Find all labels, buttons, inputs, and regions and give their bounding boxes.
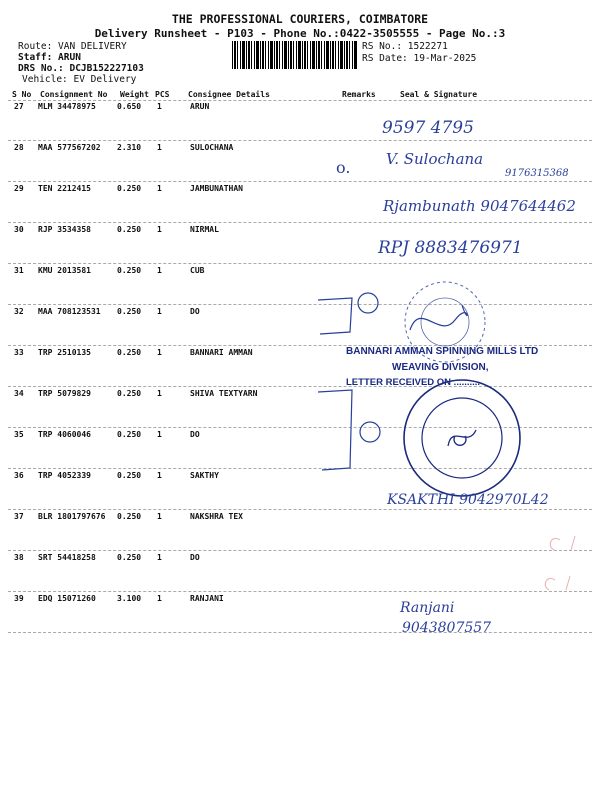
row-consignment: BLR 1801797676	[38, 512, 106, 521]
row-weight: 0.250	[117, 553, 142, 562]
circled-mark	[360, 422, 380, 442]
signature-row-29: Rjambunath 9047644462	[383, 197, 576, 215]
row-pcs: 1	[157, 307, 162, 316]
phone-row-28: 9176315368	[505, 168, 569, 179]
row-consignee: NAKSHRA TEX	[190, 512, 243, 521]
row-weight: 0.250	[117, 307, 142, 316]
row-pcs: 1	[157, 553, 162, 562]
rs-date: RS Date: 19-Mar-2025	[362, 53, 477, 64]
col-pcs: PCS	[155, 90, 170, 99]
col-weight: Weight	[120, 90, 149, 99]
col-sno: S No	[12, 90, 32, 99]
row-sno: 34	[14, 389, 24, 398]
signature-scribble	[410, 305, 467, 330]
row-consignment: TRP 5079829	[38, 389, 91, 398]
row-weight: 0.250	[117, 389, 142, 398]
runsheet-subtitle: Delivery Runsheet - P103 - Phone No.:0422-3505555 - Page No.:3	[94, 27, 506, 40]
bracket-mark	[318, 390, 352, 470]
row-consignment: TRP 4052339	[38, 471, 91, 480]
row-sno: 29	[14, 184, 24, 193]
row-consignment: RJP 3534358	[38, 225, 91, 234]
row-weight: 0.250	[117, 348, 142, 357]
faint-mark	[545, 576, 570, 590]
row-consignee: DO	[190, 430, 200, 439]
row-weight: 3.100	[117, 594, 142, 603]
row-consignee: SAKTHY	[190, 471, 219, 480]
bannari-stamp-line2: WEAVING DIVISION,	[392, 362, 489, 373]
row-consignee: RANJANI	[190, 594, 224, 603]
row-weight: 2.310	[117, 143, 142, 152]
row-consignee: BANNARI AMMAN	[190, 348, 253, 357]
signature-row-28: V. Sulochana	[386, 150, 484, 168]
row-consignee: SULOCHANA	[190, 143, 234, 152]
row-pcs: 1	[157, 389, 162, 398]
staff-value: ARUN	[58, 52, 81, 63]
drs-number: DRS No.: DCJB152227103	[18, 63, 144, 74]
row-weight: 0.250	[117, 471, 142, 480]
row-consignee: CUB	[190, 266, 205, 275]
row-pcs: 1	[157, 143, 162, 152]
phone-row-39: 9043807557	[402, 620, 492, 636]
row-weight: 0.250	[117, 266, 142, 275]
row-weight: 0.250	[117, 430, 142, 439]
row-consignment: MLM 34478975	[38, 102, 96, 111]
row-sno: 33	[14, 348, 24, 357]
row-pcs: 1	[157, 430, 162, 439]
faint-mark	[550, 536, 575, 550]
row-sno: 36	[14, 471, 24, 480]
row-sno: 30	[14, 225, 24, 234]
row-weight: 0.250	[117, 184, 142, 193]
row-consignee: SHIVA TEXTYARN	[190, 389, 258, 398]
col-seal: Seal & Signature	[400, 90, 478, 99]
shiva-textyarn-seal	[422, 398, 502, 478]
row-weight: 0.250	[117, 225, 142, 234]
signature-row-27: 9597 4795	[382, 118, 474, 138]
row-pcs: 1	[157, 512, 162, 521]
signature-scribble	[448, 430, 476, 446]
row-consignment: SRT 54418258	[38, 553, 96, 562]
row-consignment: KMU 2013581	[38, 266, 91, 275]
staff-label: Staff:	[18, 52, 59, 63]
row-pcs: 1	[157, 471, 162, 480]
row-consignee: NIRMAL	[190, 225, 219, 234]
route-label: Route: VAN DELIVERY	[18, 41, 127, 52]
row-sno: 39	[14, 594, 24, 603]
row-sno: 31	[14, 266, 24, 275]
row-consignment: TRP 2510135	[38, 348, 91, 357]
row-pcs: 1	[157, 102, 162, 111]
row-consignee: DO	[190, 307, 200, 316]
row-sno: 35	[14, 430, 24, 439]
rs-number: RS No.: 1522271	[362, 41, 448, 52]
row-sno: 32	[14, 307, 24, 316]
signature-row-30: RPJ 8883476971	[378, 238, 523, 258]
row-consignment: MAA 708123531	[38, 307, 101, 316]
row-consignee: DO	[190, 553, 200, 562]
row-consignment: TEN 2212415	[38, 184, 91, 193]
row-sno: 27	[14, 102, 24, 111]
bannari-stamp-line1: BANNARI AMMAN SPINNING MILLS LTD	[346, 346, 539, 357]
row-consignment: TRP 4060046	[38, 430, 91, 439]
row-consignment: MAA 577567202	[38, 143, 101, 152]
circled-mark	[358, 293, 378, 313]
col-remarks: Remarks	[342, 90, 376, 99]
row-sno: 38	[14, 553, 24, 562]
row-pcs: 1	[157, 348, 162, 357]
row-consignment: EDQ 15071260	[38, 594, 96, 603]
company-title: THE PROFESSIONAL COURIERS, COIMBATORE	[171, 12, 429, 26]
row-consignee: ARUN	[190, 102, 210, 111]
dot-mark: o.	[336, 158, 351, 177]
row-sno: 37	[14, 512, 24, 521]
row-sno: 28	[14, 143, 24, 152]
row-pcs: 1	[157, 594, 162, 603]
signature-row-39: Ranjani	[400, 600, 455, 616]
row-weight: 0.250	[117, 512, 142, 521]
row-pcs: 1	[157, 184, 162, 193]
shiva-textyarn-seal	[404, 380, 520, 496]
bannari-stamp-line3: LETTER RECEIVED ON ..........	[346, 377, 481, 388]
bracket-mark	[318, 298, 352, 334]
row-pcs: 1	[157, 225, 162, 234]
col-consignment: Consignment No	[40, 90, 108, 99]
signature-row-36: KSAKTHI 9042970L42	[387, 492, 549, 508]
col-consignee: Consignee Details	[188, 90, 270, 99]
vehicle-label: Vehicle: EV Delivery	[22, 74, 137, 85]
row-consignee: JAMBUNATHAN	[190, 184, 243, 193]
row-pcs: 1	[157, 266, 162, 275]
row-weight: 0.650	[117, 102, 142, 111]
